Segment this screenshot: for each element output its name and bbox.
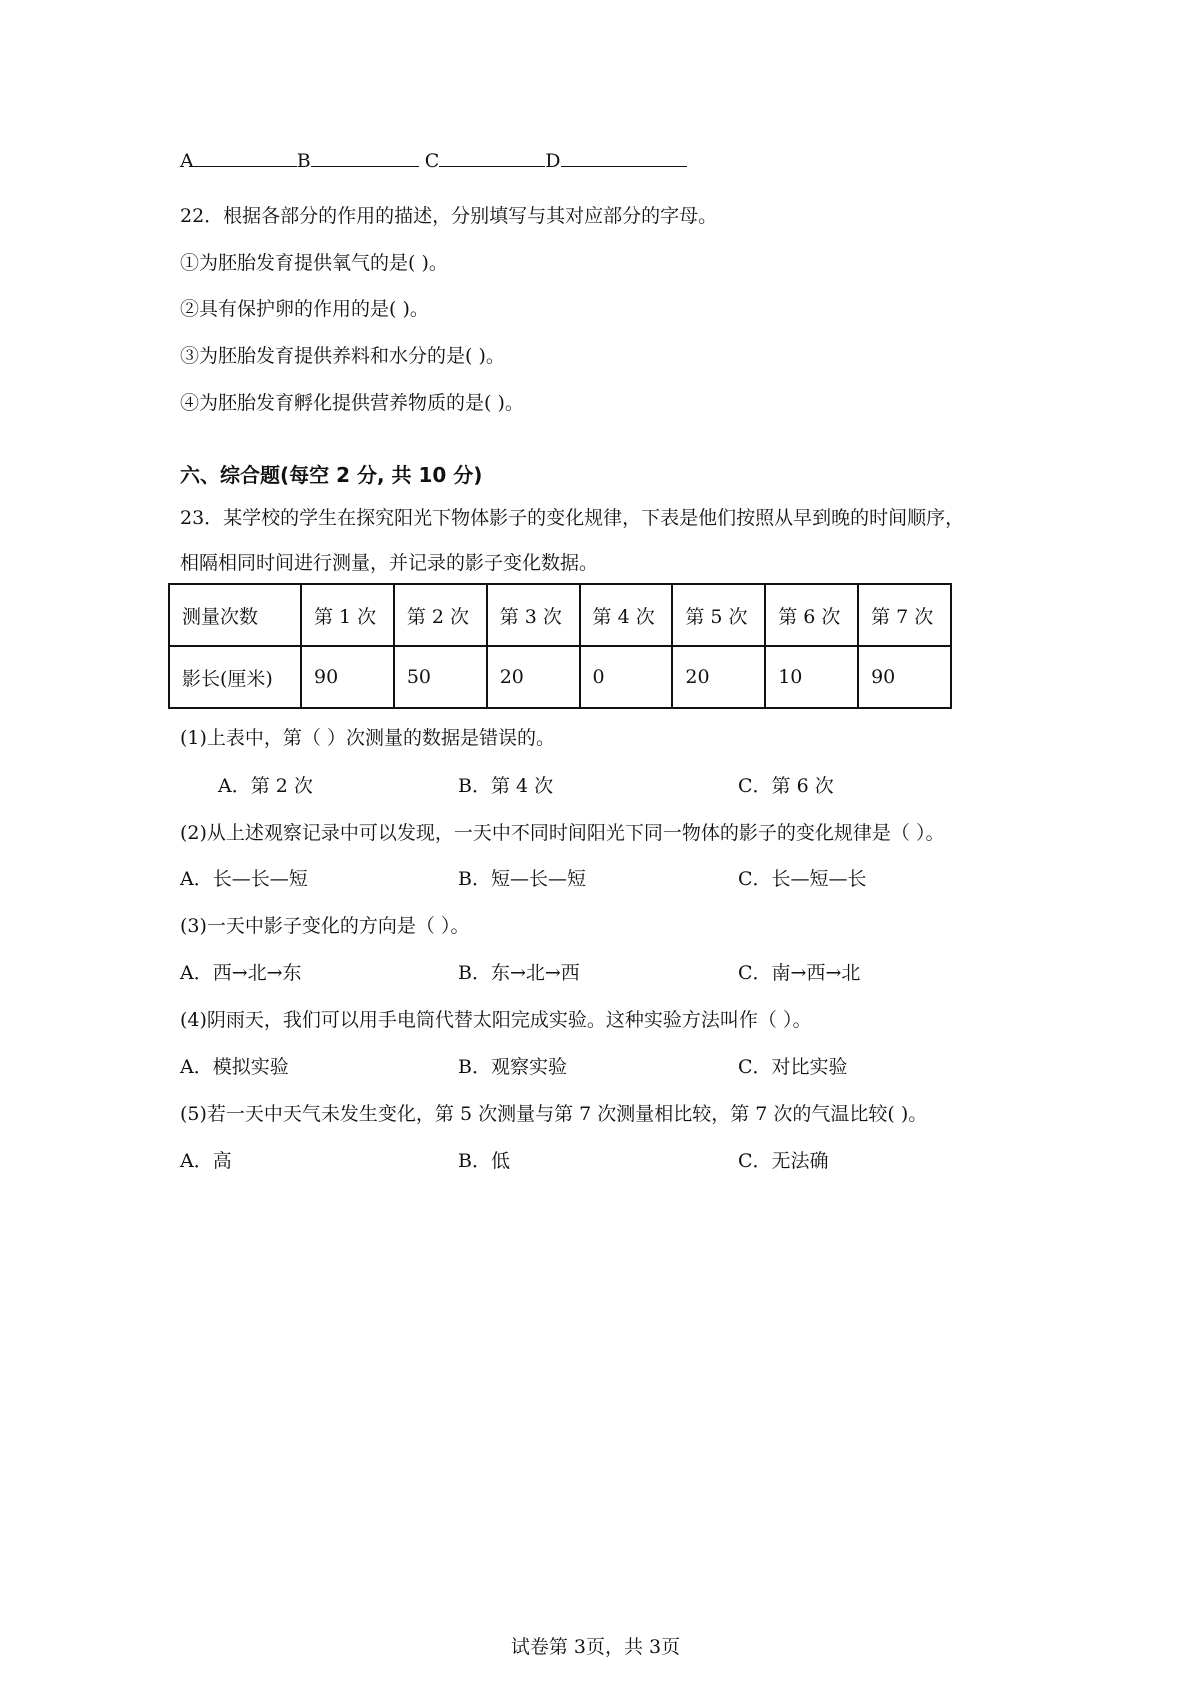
sub3-question: (3)一天中影子变化的方向是（ ）。 — [180, 915, 470, 937]
sub2-options — [180, 866, 980, 892]
section-heading: 六、综合题(每空 2 分, 共 10 分) — [180, 463, 483, 487]
table-row — [169, 646, 951, 708]
table-cell: 第 3 次 — [487, 584, 580, 646]
label-a: A — [180, 150, 194, 172]
label-b: B — [296, 150, 311, 172]
table-header-cell: 测量次数 — [169, 584, 301, 646]
option-b[interactable]: B．低 — [458, 1150, 510, 1172]
table-cell: 第 7 次 — [858, 584, 951, 646]
q22-item-2: ②具有保护卵的作用的是( )。 — [180, 298, 429, 320]
option-b[interactable]: B．观察实验 — [458, 1056, 567, 1078]
q22-item-3: ③为胚胎发育提供养料和水分的是( )。 — [180, 345, 505, 367]
q23-prompt-line2: 相隔相同时间进行测量，并记录的影子变化数据。 — [180, 552, 599, 574]
table-header-cell: 影长(厘米) — [169, 646, 301, 708]
table-cell: 第 5 次 — [672, 584, 765, 646]
sub4-question: (4)阴雨天，我们可以用手电筒代替太阳完成实验。这种实验方法叫作（ ）。 — [180, 1009, 812, 1031]
table-cell: 0 — [580, 646, 673, 708]
option-a[interactable]: A．长—长—短 — [180, 868, 308, 890]
option-a[interactable]: A．模拟实验 — [180, 1056, 289, 1078]
table-cell: 90 — [301, 646, 394, 708]
table-cell: 10 — [765, 646, 858, 708]
option-b[interactable]: B．第 4 次 — [458, 775, 554, 797]
table-cell: 20 — [487, 646, 580, 708]
label-c: C — [424, 150, 440, 172]
option-c[interactable]: C．第 6 次 — [738, 775, 834, 797]
option-c[interactable]: C．南→西→北 — [738, 962, 861, 984]
label-d: D — [545, 150, 561, 172]
table-cell: 第 6 次 — [765, 584, 858, 646]
sub1-options — [180, 773, 980, 799]
page-footer: 试卷第 3页，共 3页 — [510, 1636, 681, 1658]
sub3-options — [180, 960, 980, 986]
table-cell: 90 — [858, 646, 951, 708]
table-cell: 第 1 次 — [301, 584, 394, 646]
blank-c[interactable] — [439, 146, 545, 167]
option-b[interactable]: B．东→北→西 — [458, 962, 580, 984]
option-c[interactable]: C．无法确 — [738, 1150, 829, 1172]
table-cell: 第 2 次 — [394, 584, 487, 646]
option-c[interactable]: C．长—短—长 — [738, 868, 867, 890]
sub5-options — [180, 1148, 980, 1174]
blank-d[interactable] — [561, 146, 687, 167]
option-b[interactable]: B．短—长—短 — [458, 868, 586, 890]
sub2-question: (2)从上述观察记录中可以发现，一天中不同时间阳光下同一物体的影子的变化规律是（ ）。 — [180, 822, 945, 844]
option-a[interactable]: A．高 — [180, 1150, 232, 1172]
sub4-options — [180, 1054, 980, 1080]
table-cell: 第 4 次 — [580, 584, 673, 646]
q23-prompt-line1: 23．某学校的学生在探究阳光下物体影子的变化规律，下表是他们按照从早到晚的时间顺序， — [180, 507, 965, 529]
table-row — [169, 584, 951, 646]
blank-a[interactable] — [194, 146, 297, 167]
shadow-data-table — [168, 583, 952, 709]
q22-item-1: ①为胚胎发育提供氧气的是( )。 — [180, 252, 448, 274]
table-cell: 50 — [394, 646, 487, 708]
q22-prompt: 22．根据各部分的作用的描述，分别填写与其对应部分的字母。 — [180, 205, 718, 227]
sub5-question: (5)若一天中天气未发生变化，第 5 次测量与第 7 次测量相比较，第 7 次的气温比较( )。 — [180, 1103, 928, 1125]
q22-item-4: ④为胚胎发育孵化提供营养物质的是( )。 — [180, 392, 524, 414]
option-c[interactable]: C．对比实验 — [738, 1056, 848, 1078]
option-a[interactable]: A．第 2 次 — [218, 775, 313, 797]
sub1-question: (1)上表中，第（ ）次测量的数据是错误的。 — [180, 727, 555, 749]
table-cell: 20 — [672, 646, 765, 708]
answer-blanks-line — [180, 146, 687, 174]
option-a[interactable]: A．西→北→东 — [180, 962, 302, 984]
blank-b[interactable] — [311, 146, 419, 167]
